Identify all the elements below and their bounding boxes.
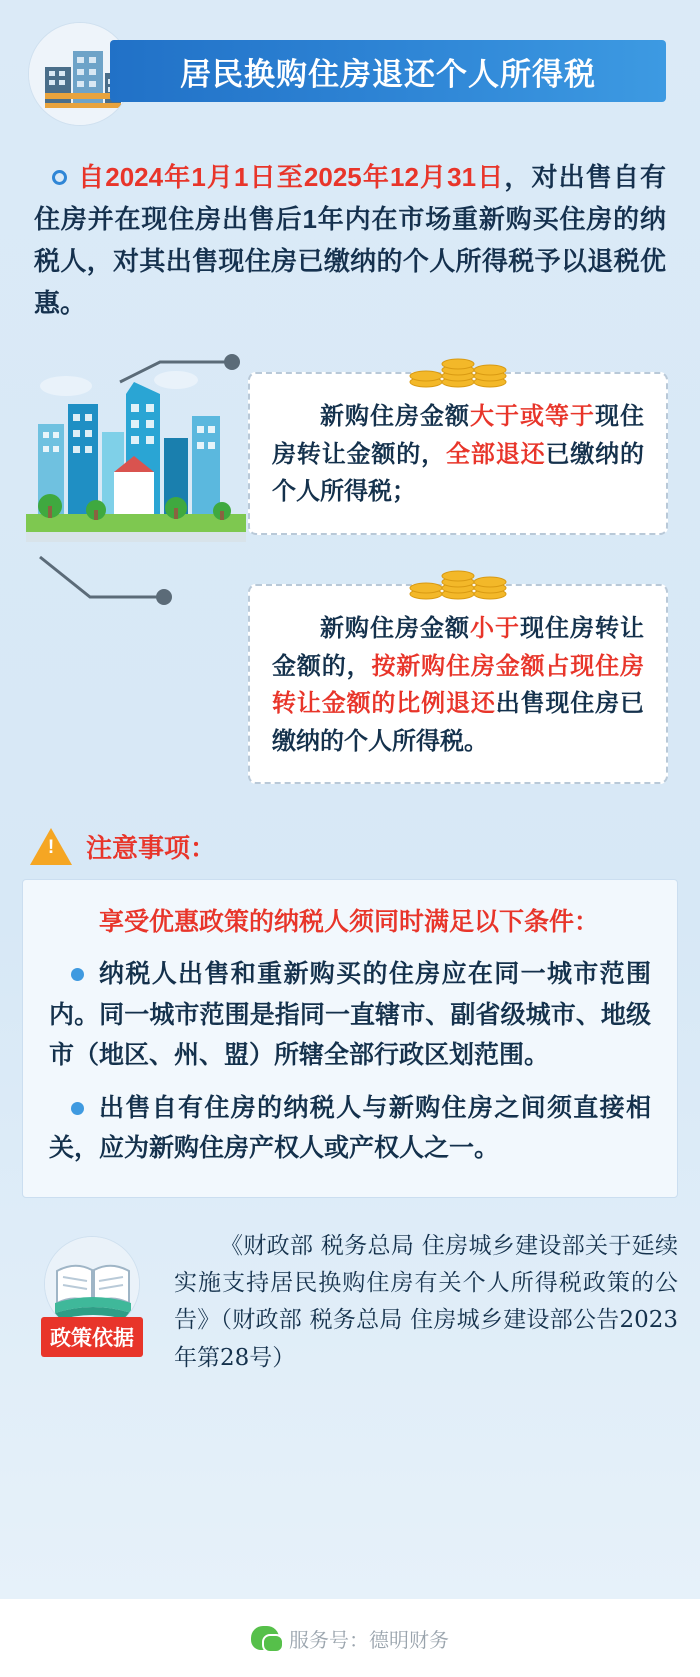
notice-header [30, 828, 700, 865]
warning-triangle-icon [30, 828, 72, 865]
intro-highlight: 自2024年1月1日至2025年12月31日 [77, 162, 505, 192]
policy-basis-label: 政策依据 [41, 1317, 143, 1357]
card2-seg2: 小于 [470, 615, 520, 643]
card1-seg2: 大于或等于 [470, 403, 595, 431]
policy-basis-text: 《财政部 税务总局 住房城乡建设部关于延续实施支持居民换购住房有关个人所得税政策的公告》（财政部 税务总局 住房城乡建设部公告2023年第28号） [174, 1232, 678, 1371]
bullet-dot-icon [71, 968, 84, 981]
card1-seg4: 全部退还 [446, 440, 546, 468]
card2-seg5: 出售现住房已缴纳的个人所得税。 [272, 690, 645, 755]
card2-seg1: 新购住房金额 [320, 615, 470, 643]
card2-seg3: 现住房转让金额的， [272, 615, 644, 680]
notice-item-text: 出售自有住房的纳税人与新购住房之间须直接相关，应为新购住房产权人或产权人之一。 [49, 1093, 651, 1163]
policy-basis-badge [30, 1236, 154, 1357]
coin-stack-icon [398, 352, 518, 388]
page-title: 居民换购住房退还个人所得税 [180, 56, 596, 92]
rule-card-1 [248, 372, 668, 534]
card2-seg4: 按新购住房金额占现住房转让金额的比例退还 [272, 652, 645, 718]
intro-paragraph [34, 156, 666, 324]
notice-box [22, 879, 678, 1198]
notice-title: 注意事项： [86, 833, 217, 864]
card1-seg1: 新购住房金额 [320, 403, 470, 431]
page-title-bar [110, 40, 666, 102]
coin-stack-icon [398, 564, 518, 600]
rule-card-2 [248, 584, 668, 784]
card1-seg5: 已缴纳的个人所得税； [272, 440, 645, 506]
notice-item-text: 纳税人出售和重新购买的住房应在同一城市范围内。同一城市范围是指同一直辖市、副省级城市、地级市（地区、州、盟）所辖全部行政区划范围。 [49, 960, 651, 1070]
city-illustration [26, 364, 246, 554]
bullet-dot-icon [71, 1102, 84, 1115]
notice-item [49, 954, 651, 1076]
intro-rest: ，对出售自有住房并在现住房出售后1年内在市场重新购买住房的纳税人，对其出售现住房已缴纳的个人所得税予以退税优惠。 [34, 162, 666, 319]
footer [0, 1599, 700, 1677]
notice-lead: 享受优惠政策的纳税人须同时满足以下条件： [99, 908, 600, 937]
illustration-and-cards [0, 352, 700, 822]
header [0, 0, 700, 130]
ring-bullet-icon [52, 170, 67, 185]
notice-item [49, 1088, 651, 1169]
policy-basis [22, 1228, 678, 1378]
card1-seg3: 现住房转让金额的， [272, 403, 644, 468]
footer-text: 服务号：德明财务 [289, 1629, 449, 1652]
wechat-icon [251, 1626, 279, 1650]
